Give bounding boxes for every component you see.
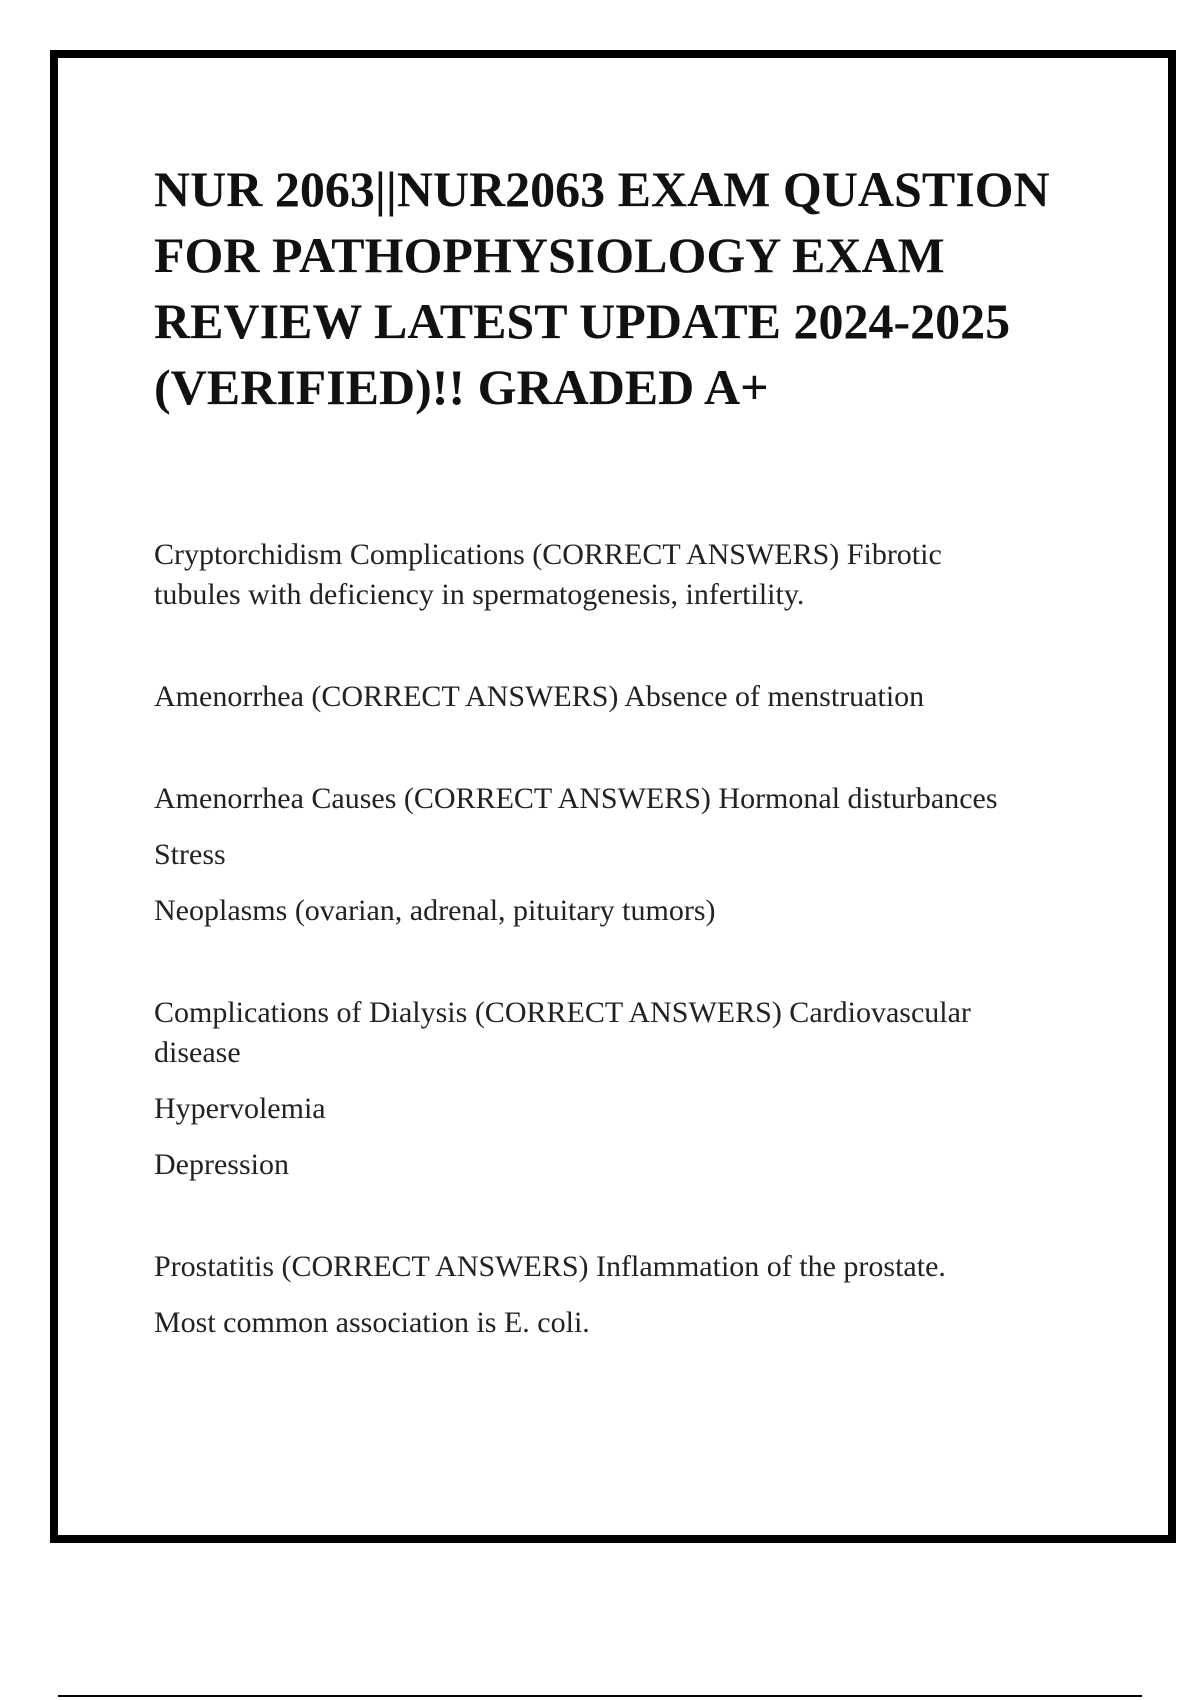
qa-entry-amenorrhea-causes	[154, 779, 1114, 931]
qa-entry-prostatitis	[154, 1247, 1114, 1343]
qa-line: Most common association is E. coli.	[154, 1306, 590, 1339]
qa-entry-amenorrhea	[154, 677, 1114, 717]
qa-list	[154, 535, 1114, 1343]
qa-entry-cryptorchidism	[154, 535, 1114, 615]
qa-line: Amenorrhea (CORRECT ANSWERS) Absence of menstruation	[154, 680, 925, 713]
document-title: NUR 2063||NUR2063 EXAM QUASTION FOR PATHOPHYSIOLOGY EXAM REVIEW LATEST UPDATE 2024-2025 (VERIFIED)!! GRADED A+	[154, 161, 1050, 415]
qa-line: Cryptorchidism Complications (CORRECT ANSWERS) Fibrotic tubules with deficiency in spermatogenesis, infertility.	[154, 538, 942, 611]
qa-line: Stress	[154, 838, 226, 871]
qa-line: Neoplasms (ovarian, adrenal, pituitary tumors)	[154, 894, 716, 927]
qa-line: Prostatitis (CORRECT ANSWERS) Inflammation of the prostate.	[154, 1250, 946, 1283]
qa-line: Hypervolemia	[154, 1092, 326, 1125]
qa-line: Complications of Dialysis (CORRECT ANSWERS) Cardiovascular disease	[154, 996, 971, 1069]
qa-entry-dialysis-complications	[154, 993, 1114, 1185]
qa-line: Depression	[154, 1148, 289, 1181]
page-divider	[58, 1695, 1142, 1697]
qa-line: Amenorrhea Causes (CORRECT ANSWERS) Hormonal disturbances	[154, 782, 998, 815]
page-frame	[50, 50, 1176, 1543]
